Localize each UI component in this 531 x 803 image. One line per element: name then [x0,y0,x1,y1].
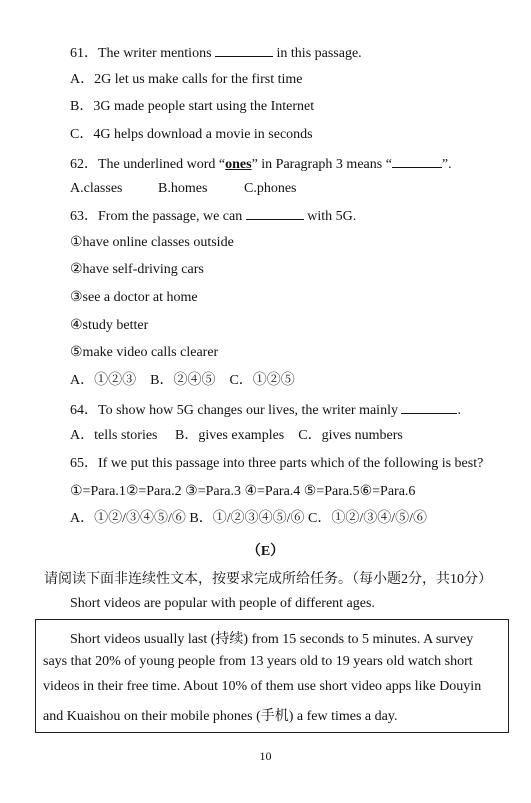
q61-option-a: A．2G let us make calls for the first time [70,72,303,87]
q64-stem [70,401,461,419]
q65-stem: 65．If we put this passage into three parts which of the following is best? [70,456,484,471]
q62-blank [392,155,442,168]
q63-item-2: ②have self-driving cars [70,262,204,277]
q62-stem-pre: 62．The underlined word “ [70,157,226,172]
q62-option-a: A.classes [70,181,123,196]
text-box-line-4: and Kuaishou on their mobile phones (手机) a few times a day. [43,709,398,724]
q63-item-1: ①have online classes outside [70,235,234,250]
q61-stem-pre: 61．The writer mentions [70,46,216,61]
text-box-line-3: videos in their free time. About 10% of them use short video apps like Douyin [43,679,482,694]
q63-item-4: ④study better [70,318,149,333]
q62-stem-post: ”. [441,157,452,172]
q63-stem-post: with 5G. [303,209,357,224]
text-box [35,619,509,733]
q63-stem [70,207,356,225]
q62-underlined-word: ones [225,157,252,172]
text-box-line-1: Short videos usually last (持续) from 15 seconds to 5 minutes. A survey [70,632,474,647]
q63-options: A．①②③ B．②④⑤ C．①②⑤ [70,373,295,388]
q63-blank [246,207,304,220]
q61-stem [70,44,362,62]
q64-options: A．tells stories B．gives examples C．gives numbers [70,428,403,443]
q64-stem-post: . [457,403,461,418]
q62-option-b: B.homes [158,181,208,196]
q62-stem-mid: ” in Paragraph 3 means “ [251,157,392,172]
q63-stem-pre: 63．From the passage, we can [70,209,246,224]
q62-option-c: C.phones [244,181,297,196]
section-e-heading: （E） [246,544,285,559]
q64-stem-pre: 64．To show how 5G changes our lives, the writer mainly [70,403,402,418]
page-number: 10 [259,749,272,763]
q65-options: A．①②/③④⑤/⑥ B．①/②③④⑤/⑥ C．①②/③④/⑤/⑥ [70,511,428,526]
section-e-intro: Short videos are popular with people of different ages. [70,596,375,611]
q61-stem-post: in this passage. [273,46,362,61]
q62-stem [70,155,452,173]
q61-option-b: B．3G made people start using the Internet [70,99,315,114]
section-e-instruction: 请阅读下面非连续性文本，按要求完成所给任务。（每小题2分，共10分） [44,572,492,587]
q61-blank [215,44,273,57]
q64-blank [401,401,457,414]
q63-item-3: ③see a doctor at home [70,290,198,305]
q65-legend: ①=Para.1②=Para.2 ③=Para.3 ④=Para.4 ⑤=Para.5⑥=Para.6 [70,484,416,499]
text-box-line-2: says that 20% of young people from 13 years old to 19 years old watch short [43,654,473,669]
q61-option-c: C．4G helps download a movie in seconds [70,127,313,142]
q63-item-5: ⑤make video calls clearer [70,345,219,360]
q62-options [70,181,297,197]
